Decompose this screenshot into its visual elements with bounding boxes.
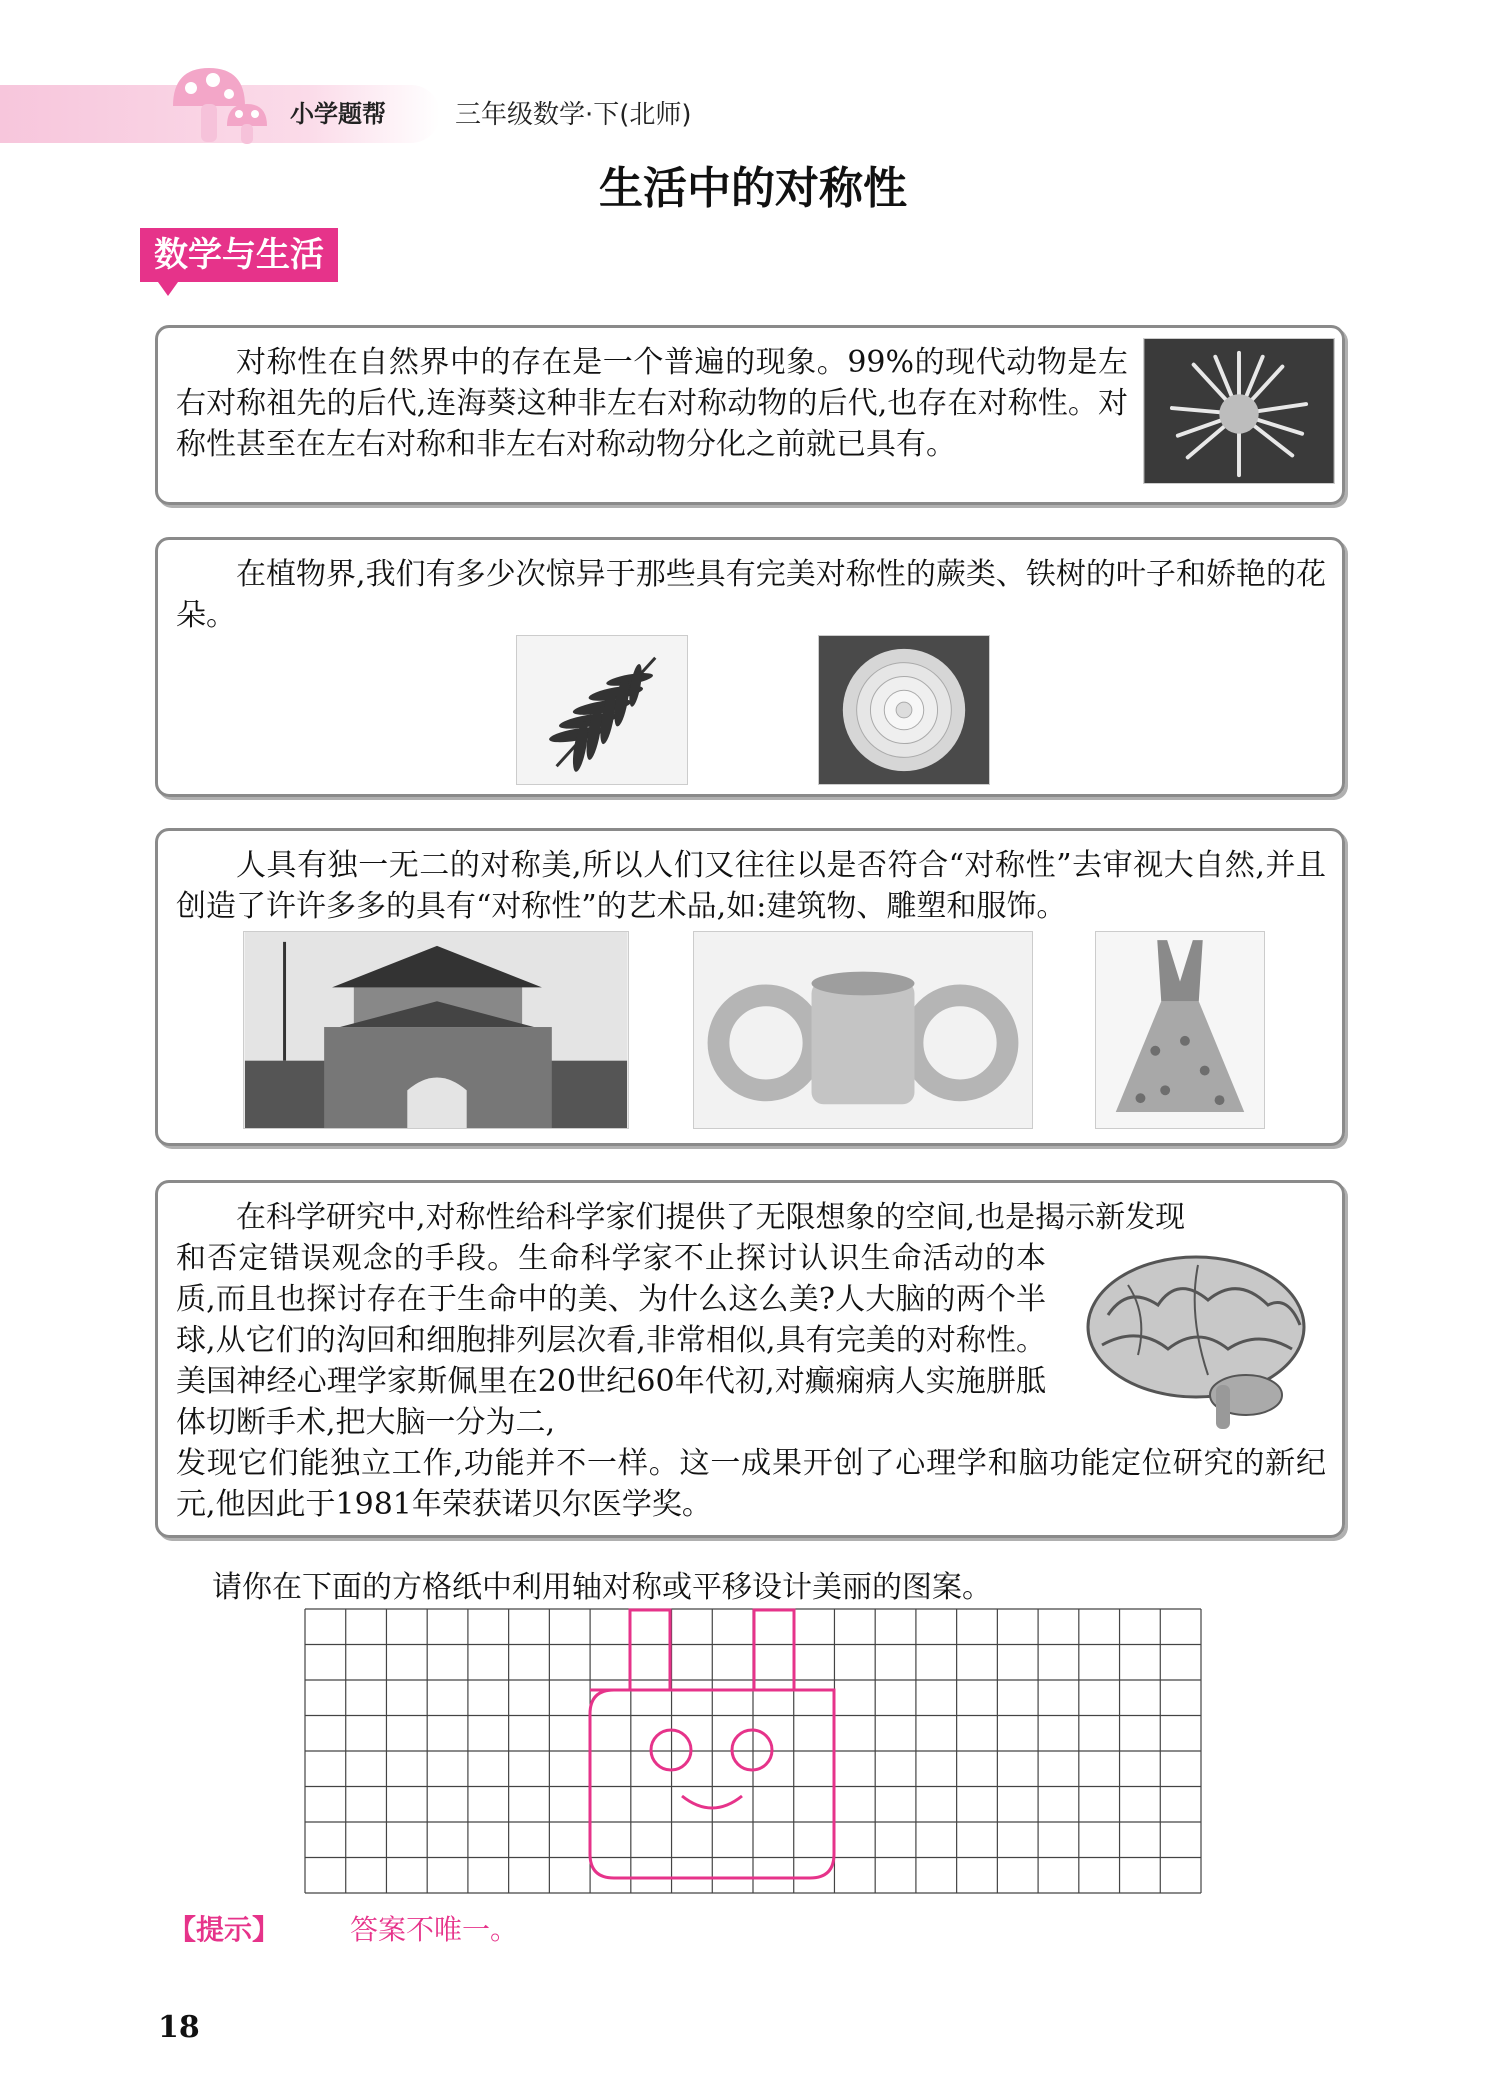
page-title: 生活中的对称性 (599, 163, 907, 214)
dress-image (1095, 931, 1265, 1129)
graph-paper-grid[interactable] (304, 1608, 1202, 1894)
card-2-text: 在植物界,我们有多少次惊异于那些具有完美对称性的蕨类、铁树的叶子和娇艳的花朵。 (176, 557, 1326, 633)
card-4-text-left: 和否定错误观念的手段。生命科学家不止探讨认识生命活动的本质,而且也探讨存在于生命中的美、为什么这么美?人大脑的两个半球,从它们的沟回和细胞排列层次看,非常相似,具有完美的对称性。美国神经心理学家斯佩里在20世纪60年代初,对癫痫病人实施胼胝体切断手术,把大脑一分为二, (176, 1241, 1046, 1440)
brain-image (1078, 1245, 1318, 1435)
section-tag: 数学与生活 (140, 228, 338, 282)
rabbit-left-ear (630, 1610, 670, 1690)
page-number: 18 (158, 2010, 200, 2045)
double-handle-cup-image (693, 931, 1033, 1129)
card-1-text: 对称性在自然界中的存在是一个普遍的现象。99%的现代动物是左右对称祖先的后代,连海葵这种非左右对称动物的后代,也存在对称性。对称性甚至在左右对称和非左右对称动物分化之前就已具有。 (176, 345, 1128, 462)
card-art-symmetry (155, 828, 1345, 1146)
rabbit-right-ear (754, 1610, 794, 1690)
book-title: 三年级数学·下(北师) (455, 100, 692, 130)
hint-text: 答案不唯一。 (350, 1913, 519, 1946)
brand-name: 小学题帮 (290, 100, 386, 128)
fern-leaf-image (516, 635, 688, 785)
exercise-prompt: 请你在下面的方格纸中利用轴对称或平移设计美丽的图案。 (212, 1570, 992, 1605)
mushroom-logo-icon (165, 58, 275, 148)
rabbit-right-eye (732, 1730, 772, 1770)
card-science-symmetry (155, 1180, 1345, 1538)
card-animal-symmetry (155, 325, 1345, 505)
hint-label: 【提示】 (168, 1913, 281, 1946)
card-3-text: 人具有独一无二的对称美,所以人们又往往以是否符合“对称性”去审视大自然,并且创造了许许多多的具有“对称性”的艺术品,如:建筑物、雕塑和服饰。 (176, 848, 1326, 924)
camellia-flower-image (818, 635, 990, 785)
card-4-text-top: 在科学研究中,对称性给科学家们提供了无限想象的空间,也是揭示新发现 (236, 1200, 1186, 1235)
sea-anemone-image (1143, 338, 1335, 484)
card-4-text-bottom: 发现它们能独立工作,功能并不一样。这一成果开创了心理学和脑功能定位研究的新纪元,他因此于1981年荣获诺贝尔医学奖。 (176, 1446, 1326, 1522)
card-plant-symmetry (155, 537, 1345, 797)
city-gate-building-image (243, 931, 629, 1129)
